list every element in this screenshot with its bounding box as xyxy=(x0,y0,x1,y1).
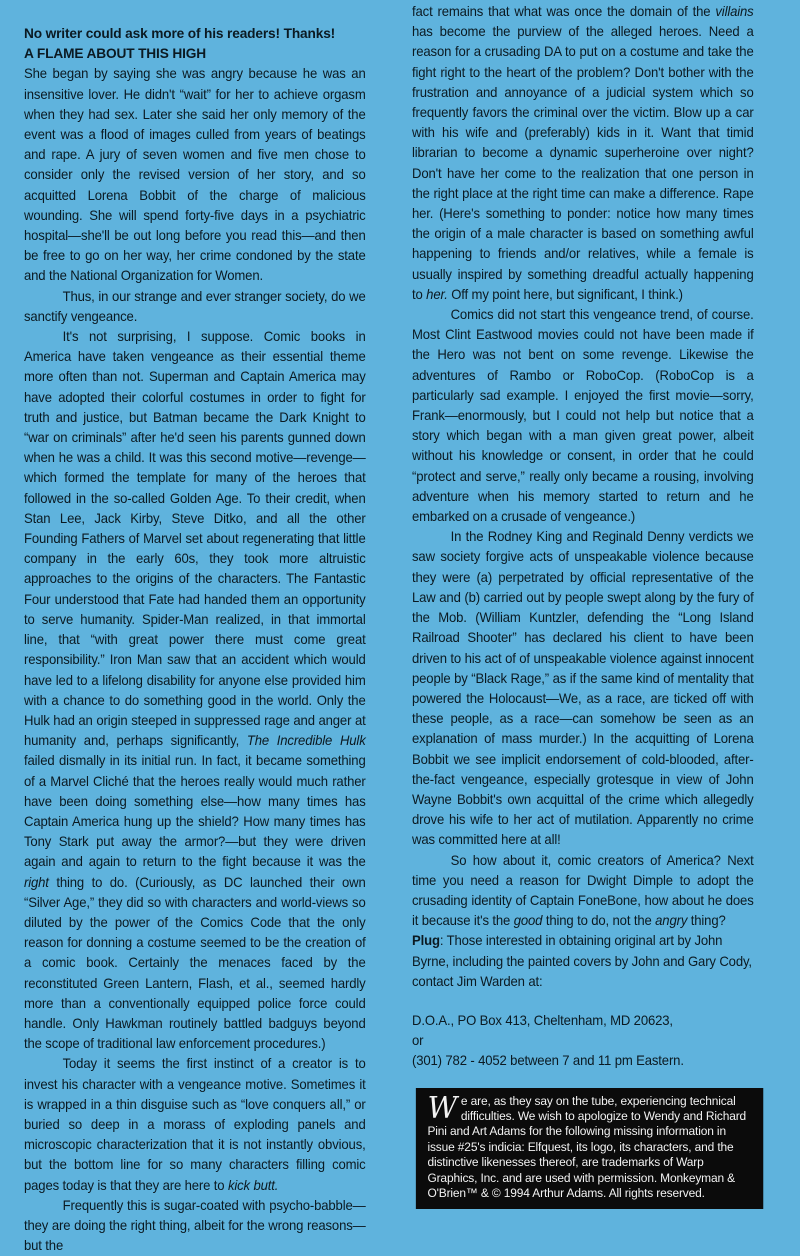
plug-paragraph: Plug: Those interested in obtaining original art by John Byrne, including the painted covers by John and Gary Cody, contact Jim Warden at: xyxy=(412,933,752,989)
paragraph-6: fact remains that what was once the domain of the villains has become the purview of the alleged heroes. Need a reason for a crusading DA to put on a costume and take the fight right to the heart of the problem? Don't bother with the frustration and annoyance of a judicial system which so frequently favors the criminal over the victim. Blow up a car with his wife and (preferably) kids in it. Want that timid librarian to become a dynamic superheroine over night? Don't have her come to the realization that one person in the right place at the right time can make a difference. Rape her. (Here's something to ponder: notice how many times the origin of a male character is based on something awful happening to friends and/or relatives, while a female is usually inspired by something dreadful actually happening to her. Off my point here, but significant, I think.) xyxy=(412,4,754,302)
paragraph-9: So how about it, comic creators of America? Next time you need a reason for Dwight Dimple to adopt the crusading identity of Captain FoneBone, how about he does it because it's the good thing to do, not the angry thing? xyxy=(412,852,754,929)
address-line: D.O.A., PO Box 413, Cheltenham, MD 20623, xyxy=(412,1012,673,1028)
apology-notice-box xyxy=(416,1088,763,1210)
address-or: or xyxy=(412,1033,424,1049)
paragraph-7: Comics did not start this vengeance trend, of course. Most Clint Eastwood movies could not have been made if the Hero was not bent on some revenge. Likewise the adventures of Rambo or RoboCop. (RoboCop is a particularly sad example. I enjoyed the first movie—sorry, Frank—enormously, but I could not help but notice that a story which began with a man given great power, albeit without his knowledge or consent, in order that he could “protect and serve,” really only became a rousing, involving adventure when his memory started to return and he embarked on a crusade of vengeance.) xyxy=(412,307,754,525)
contact-address xyxy=(412,1011,754,1072)
plug-label: Plug xyxy=(412,933,440,949)
drop-cap: W xyxy=(427,1090,458,1126)
thanks-line: No writer could ask more of his readers! Thanks! xyxy=(24,26,336,42)
article-heading: A FLAME ABOUT THIS HIGH xyxy=(24,46,206,63)
hulk-title: The Incredible Hulk xyxy=(246,733,366,749)
left-column xyxy=(24,24,366,1256)
right-column xyxy=(412,2,754,1209)
paragraph-8: In the Rodney King and Reginald Denny verdicts we saw society forgive acts of unspeakable violence because they were (a) perpetrated by official representative of the Law and (b) carried out by people swept along by the fury of the Mob. (William Kuntzler, defending the “Long Island Railroad Shooter” has declared his client to have been driven to his act of of unspeakable violence against innocent people by “Black Rage,” as if the same kind of mentality that powered the Holocaust—We, as a race, are ticked off with these people, as a race—can somehow be seen as an explanation of mass murder.) In the acquitting of Lorena Bobbit we see implicit endorsement of cold-blooded, after-the-fact vengeance, especially grotesque in view of John Wayne Bobbit's own acquittal of the crime which allegedly drove his wife to her act of mutilation. Apparently no crime was committed here at all! xyxy=(412,529,754,848)
paragraph-3: It's not surprising, I suppose. Comic books in America have taken vengeance as their essential theme more often than not. Superman and Captain America may have adopted their colorful costumes in order to fight for truth and justice, but Batman became the Dark Knight to “war on criminals” after he'd seen his parents gunned down when he was a child. It was this second motive—revenge—which formed the template for many of the heroes that followed in the so-called Golden Age. To their credit, when Stan Lee, Jack Kirby, Steve Ditko, and all the other Founding Fathers of Marvel set about regenerating that little company in the early 60s, they took more altruistic approaches to the origins of the characters. The Fantastic Four understood that Fate had handed them an opportunity to serve humanity. Spider-Man realized, in that immortal line, that “with great power there must come great responsibility.” Iron Man saw that an accident which would have led to a lifelong disability for anyone else provided him with a chance to do something good in the world. Only the Hulk had an origin steeped in suppressed rage and anger at humanity and, perhaps significantly, The Incredible Hulk failed dismally in its initial run. In fact, it became something of a Marvel Cliché that the heroes really would much rather have been doing something else—how many times has Captain America hung up the shield? How many times has Tony Stark put away the armor?—but they were driven again and again to return to the fight because it was the right thing to do. (Curiously, as DC launched their own “Silver Age,” they did so with characters and world-views so diluted by the power of the Comics Code that the only reason for donning a costume seemed to be the creation of a comic book. Certainly the menaces faced by the reconstituted Green Lantern, Flash, et al., seemed hardly more than a conventionally equipped police force could handle. Only Hawkman routinely battled badguys beyond the scope of traditional law enforcement procedures.) xyxy=(24,329,366,1052)
paragraph-2: Thus, in our strange and ever stranger society, do we sanctify vengeance. xyxy=(24,288,366,324)
apology-text: e are, as they say on the tube, experiencing technical difficulties. We wish to apologize to Wendy and Richard Pini and Art Adams for the following missing information in issue #25's indicia: Elfquest, its logo, its characters, and the distinctive likenesses thereof, are trademarks of Warp Graphics, Inc. and are used with permission. Monkeyman & O'Brien™ & © 1994 Arthur Adams. All rights reserved. xyxy=(427,1093,747,1200)
paragraph-5: Frequently this is sugar-coated with psycho-babble—they are doing the right thing, albeit for the wrong reasons—but the xyxy=(24,1197,366,1254)
phone-line: (301) 782 - 4052 between 7 and 11 pm Eastern. xyxy=(412,1053,684,1069)
paragraph-4: Today it seems the first instinct of a creator is to invest his character with a vengeance motive. Sometimes it is wrapped in a thin disguise such as “love conquers all,” or buried so deep in a morass of exploding panels and microscopic characterization that it is not instantly obvious, but the bottom line for so many characters filling comic pages today is that they are here to kick butt. xyxy=(24,1056,366,1193)
paragraph-1: She began by saying she was angry because he was an insensitive lover. He didn't “wait” for her to achieve orgasm when they had sex. Later she said her only memory of the event was a flood of images culled from years of beatings and rape. A jury of seven women and five men chose to consider only the revised version of her story, and so acquitted Lorena Bobbit of the charge of malicious wounding. She will spend forty-five days in a psychiatric hospital—she'll be out long before you read this—and then be free to go on her way, her crime condoned by the state and the National Organization for Women. xyxy=(24,66,366,284)
